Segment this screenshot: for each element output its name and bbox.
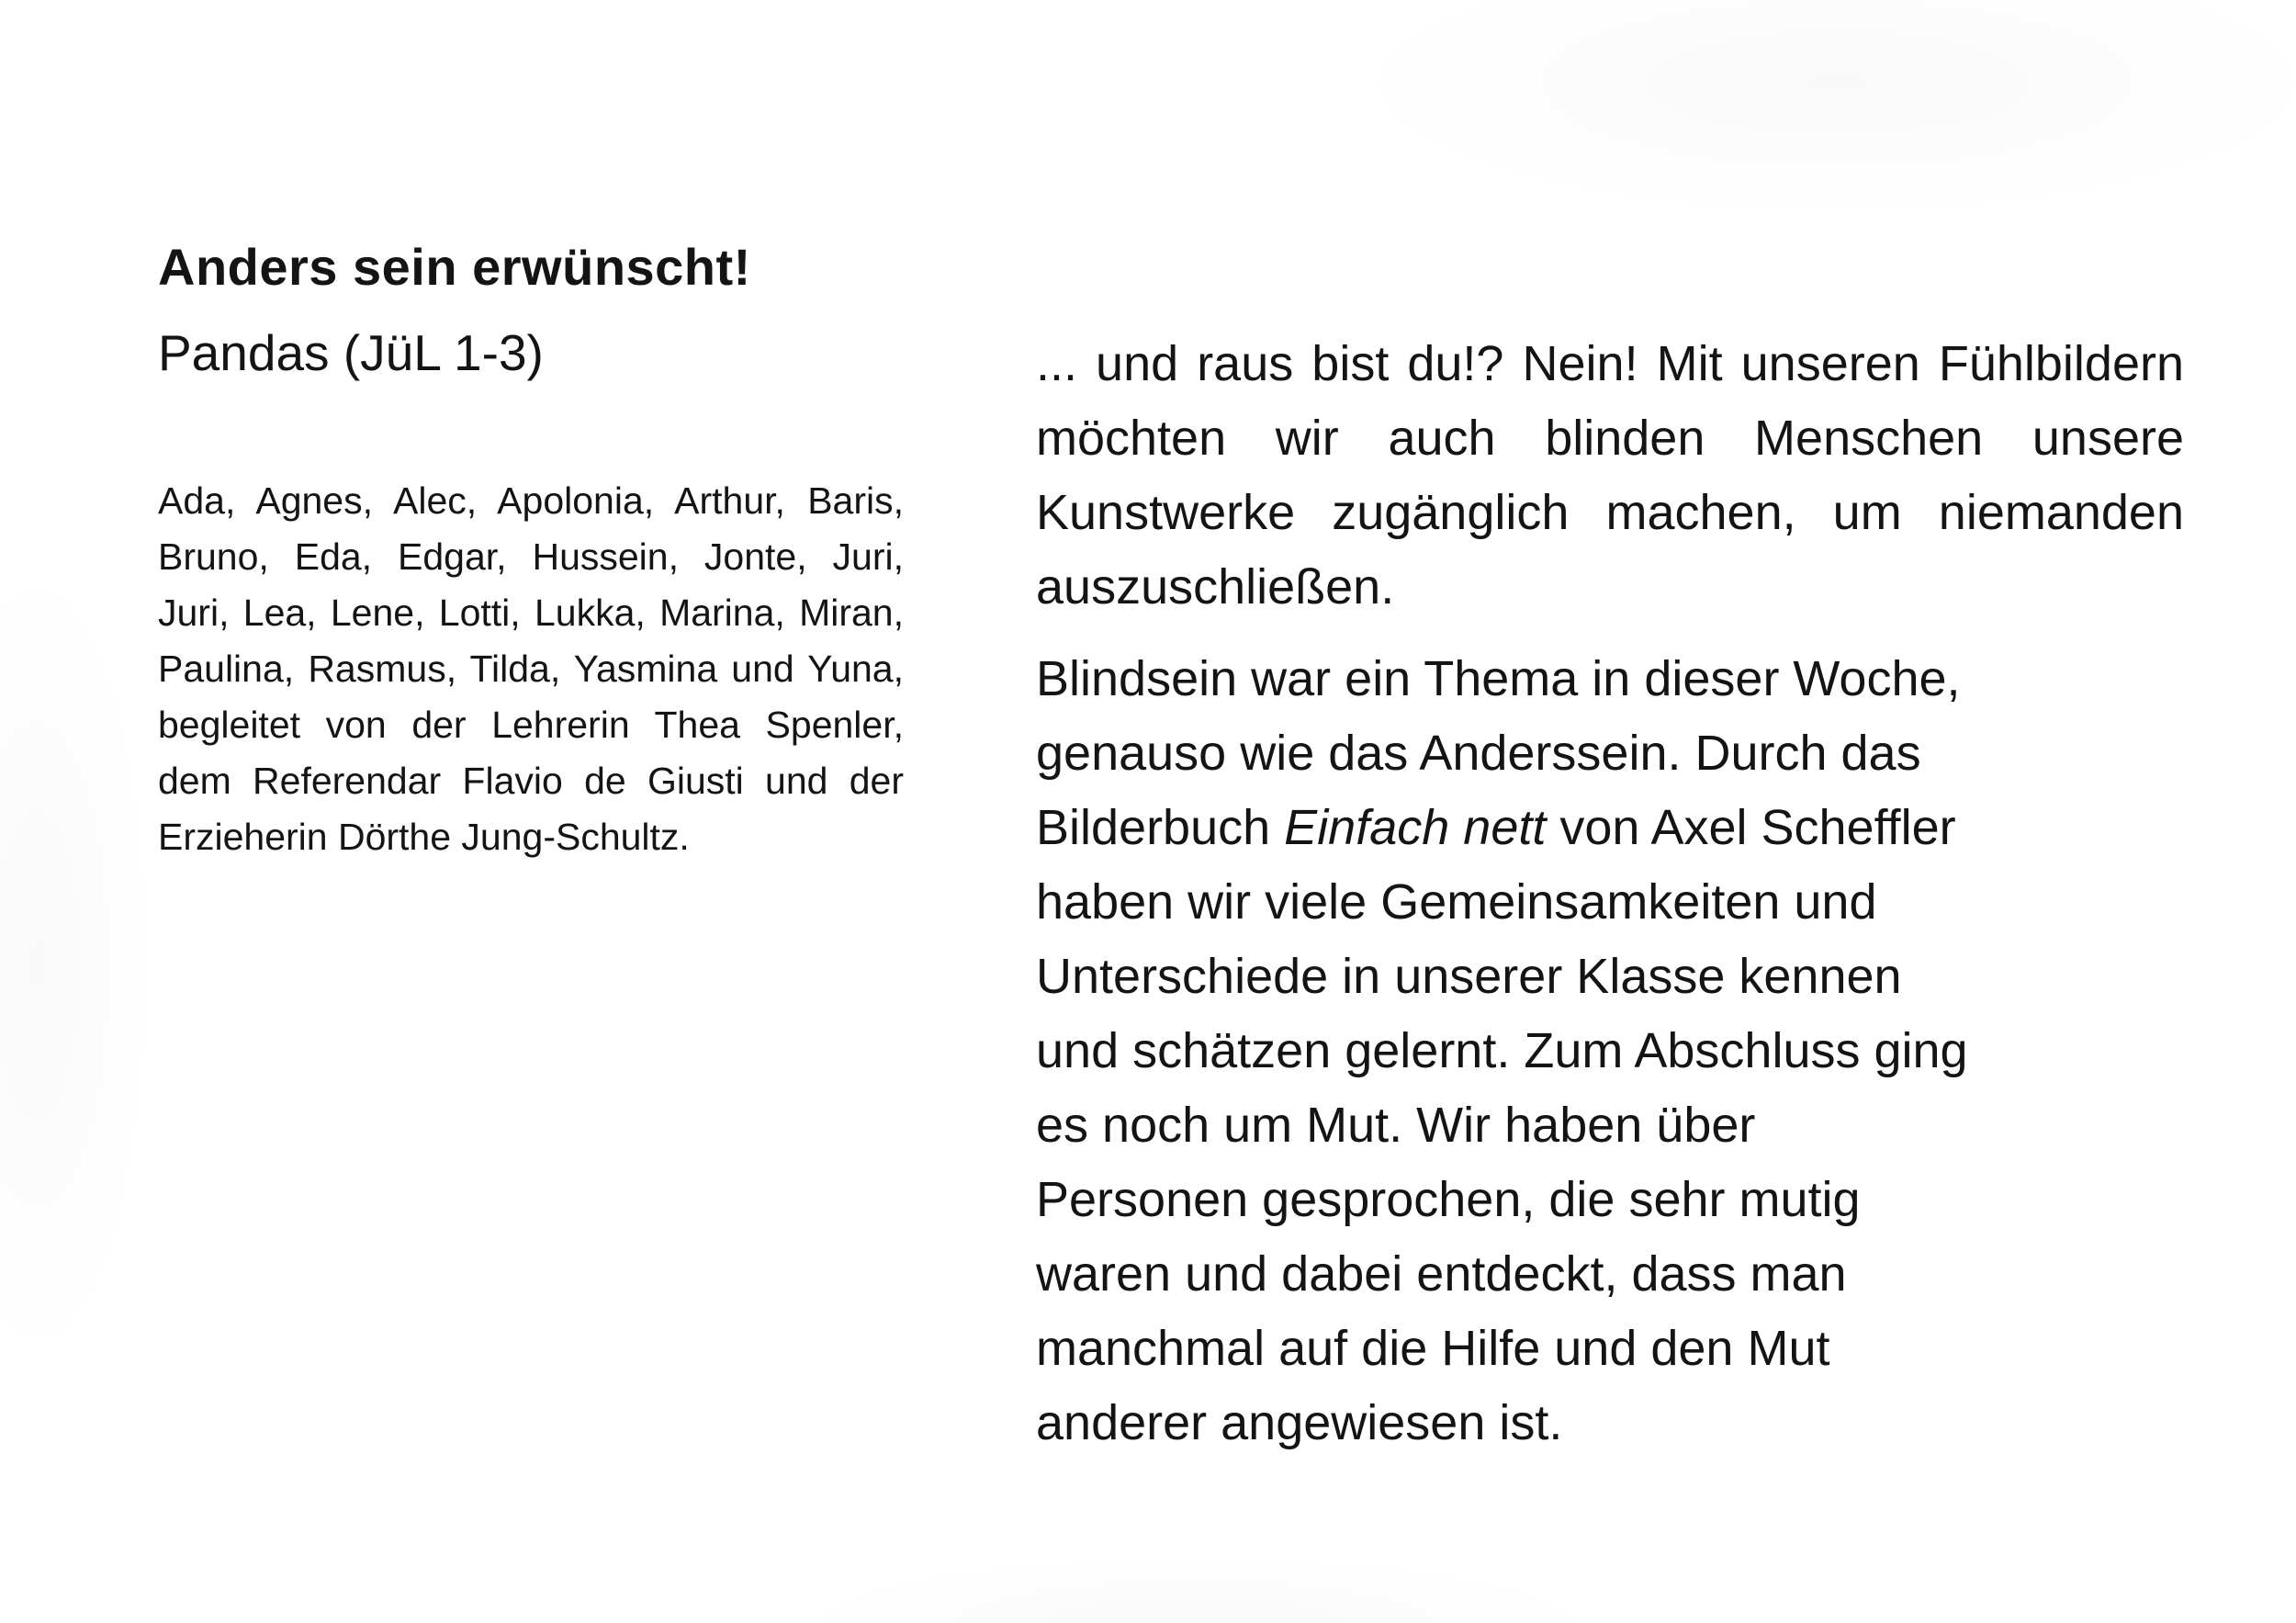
paragraph-line: [1036, 1237, 2184, 1312]
scan-noise-artifact: [0, 551, 156, 1378]
paragraph-fuehlbilder: ... und raus bist du!? Nein! Mit unseren Fühlbildern möchten wir auch blinden Menschen unsere Kunstwerke zugänglich machen, um niemanden auszuschließen.: [1036, 336, 2184, 614]
paragraph-text-run: es noch um Mut. Wir haben über: [1036, 1098, 1756, 1153]
paragraph-text-run: von Axel Scheffler: [1546, 800, 1956, 855]
paragraph-line: [1036, 716, 2184, 791]
paragraph-text-run: Blindsein war ein Thema in dieser Woche,: [1036, 651, 1961, 706]
paragraph-text-run: und schätzen gelernt. Zum Abschluss ging: [1036, 1023, 1968, 1078]
article-title: Anders sein erwünscht!: [158, 237, 751, 296]
book-title-italic: Einfach nett: [1284, 800, 1547, 855]
paragraph-line: [1036, 1088, 2184, 1163]
paragraph-text-run: Unterschiede in unserer Klasse kennen: [1036, 949, 1902, 1004]
paragraph-blindsein: [1036, 642, 2184, 1460]
paragraph-text-run: manchmal auf die Hilfe und den Mut: [1036, 1321, 1830, 1376]
paragraph-text-run: genauso wie das Anderssein. Durch das: [1036, 726, 1921, 781]
scan-noise-artifact: [781, 1552, 1607, 1623]
paragraph-line: [1036, 865, 2184, 940]
paragraph-line: [1036, 940, 2184, 1014]
class-name-heading: Pandas (JüL 1-3): [158, 324, 544, 381]
paragraph-text-run: haben wir viele Gemeinsamkeiten und: [1036, 874, 1877, 930]
paragraph-text-run: Personen gesprochen, die sehr mutig: [1036, 1172, 1861, 1227]
paragraph-line: [1036, 1014, 2184, 1088]
article-body-column: [1036, 327, 2184, 1460]
paragraph-line: [1036, 1312, 2184, 1386]
paragraph-line: [1036, 642, 2184, 716]
paragraph-text-run: waren und dabei entdeckt, dass man: [1036, 1246, 1847, 1302]
paragraph-text-run: Bilderbuch: [1036, 800, 1285, 855]
paragraph-text-run: anderer angewiesen ist.: [1036, 1395, 1563, 1450]
paragraph-line: [1036, 1386, 2184, 1460]
paragraph-line: [1036, 1163, 2184, 1237]
class-roster-text: Ada, Agnes, Alec, Apolonia, Arthur, Baris, Bruno, Eda, Edgar, Hussein, Jonte, Juri, Juri, Lea, Lene, Lotti, Lukka, Marina, Miran, Paulina, Rasmus, Tilda, Yasmina und Yuna, begleitet von der Lehrerin Thea Spenler, dem Referendar Flavio de Giusti und der Erzieherin Dörthe Jung-Schultz.: [158, 479, 904, 858]
scan-noise-artifact: [1332, 0, 2296, 220]
paragraph-line: [1036, 791, 2184, 865]
